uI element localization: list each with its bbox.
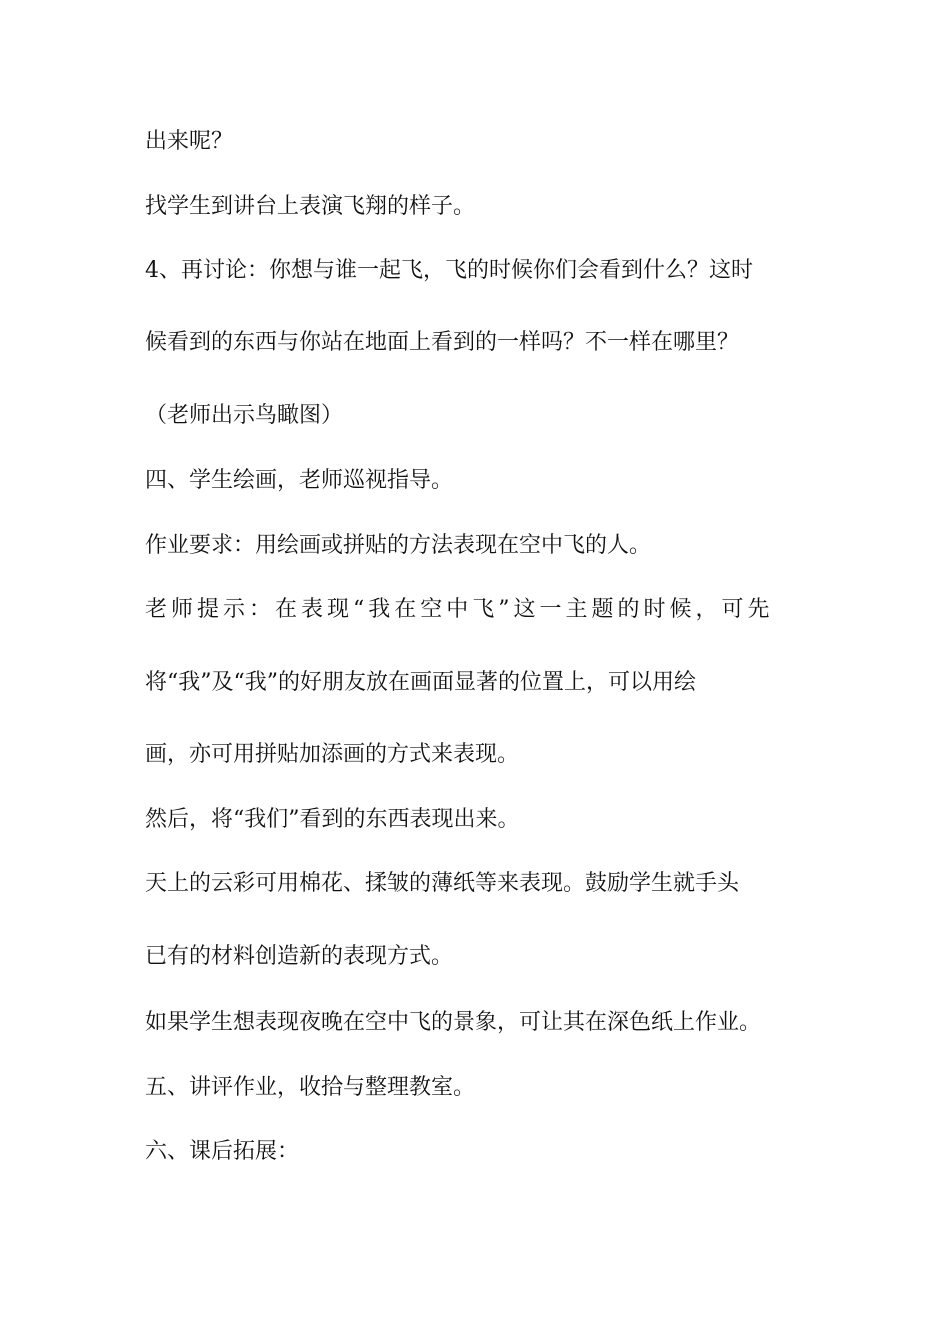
text-line: （老师出示鸟瞰图） <box>145 403 344 428</box>
text-line: 六、课后拓展： <box>145 1139 300 1164</box>
text-line: 然后，将“我们”看到的东西表现出来。 <box>145 807 520 832</box>
text-line: 已有的材料创造新的表现方式。 <box>145 944 454 969</box>
text-line: 老师提示：在表现“我在空中飞”这一主题的时候，可先 <box>145 597 774 622</box>
text-line: 五、讲评作业，收拾与整理教室。 <box>145 1075 476 1100</box>
text-line: 将“我”及“我”的好朋友放在画面显著的位置上，可以用绘 <box>145 670 696 695</box>
text-line: 作业要求：用绘画或拼贴的方法表现在空中飞的人。 <box>145 533 652 558</box>
text-line: 画，亦可用拼贴加添画的方式来表现。 <box>145 742 520 767</box>
text-line: 如果学生想表现夜晚在空中飞的景象，可让其在深色纸上作业。 <box>145 1010 762 1035</box>
text-line: 出来呢？ <box>145 129 234 154</box>
text-line: 四、学生绘画，老师巡视指导。 <box>145 468 454 493</box>
text-line: 候看到的东西与你站在地面上看到的一样吗？不一样在哪里？ <box>145 330 740 355</box>
text-line: 4、再讨论：你想与谁一起飞，飞的时候你们会看到什么？这时 <box>145 258 753 283</box>
text-line: 找学生到讲台上表演飞翔的样子。 <box>145 194 476 219</box>
text-line: 天上的云彩可用棉花、揉皱的薄纸等来表现。鼓励学生就手头 <box>145 871 740 896</box>
